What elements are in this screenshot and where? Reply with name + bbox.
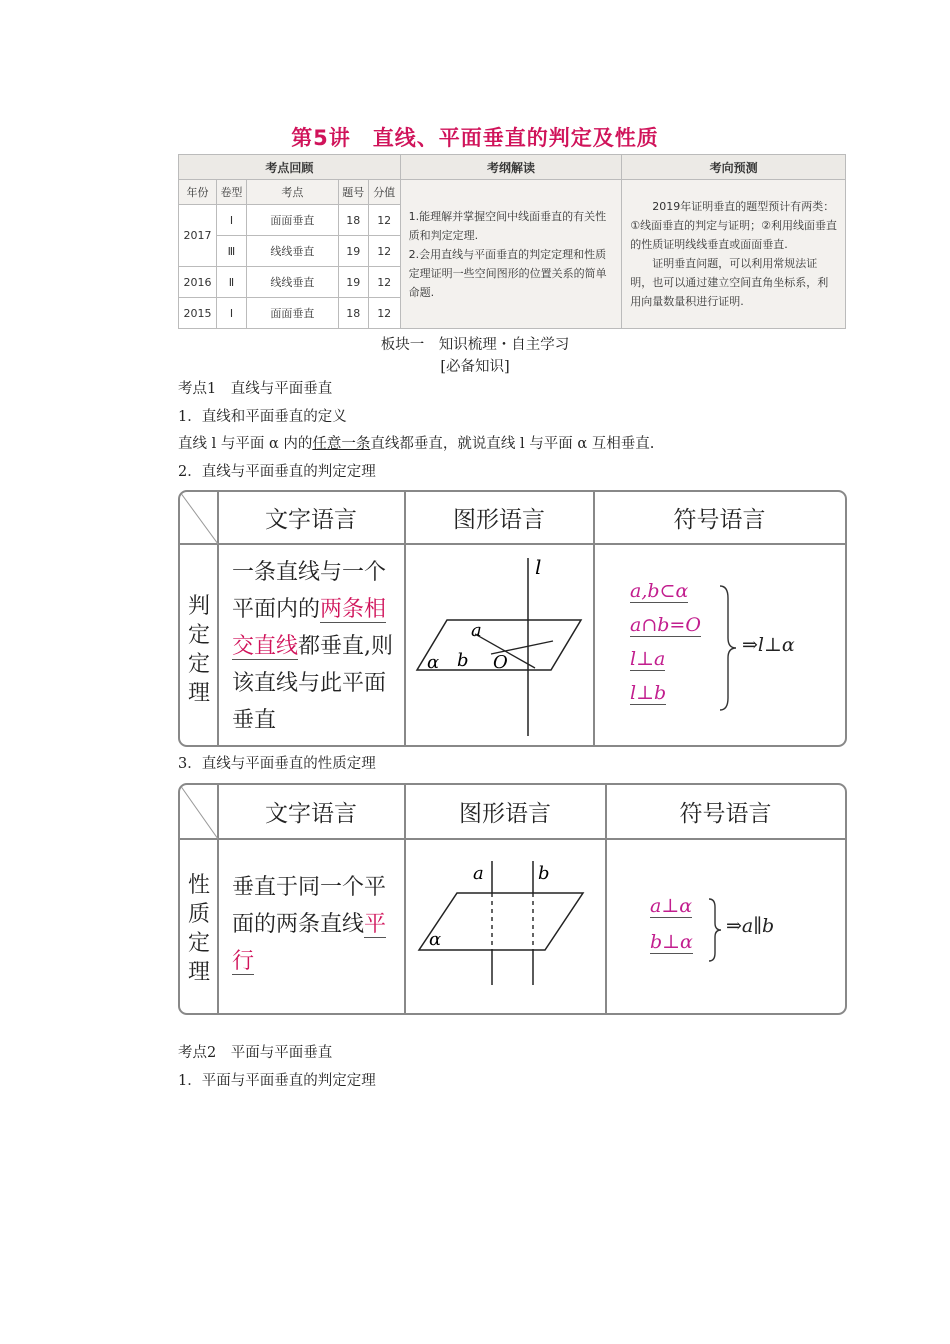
side-label: 性质定理 xyxy=(187,873,210,985)
page-title: 第5讲 直线、平面垂直的判定及性质 xyxy=(291,126,659,150)
table-cell-point: 线线垂直 xyxy=(246,267,338,298)
property-symbols xyxy=(650,895,710,967)
table-cell-no: 19 xyxy=(338,236,368,267)
header-text-language: 文字语言 xyxy=(265,801,357,827)
figure-label-b: b xyxy=(457,650,469,671)
property-result: ⇒a∥b xyxy=(726,915,775,937)
header-figure-language: 图形语言 xyxy=(459,801,551,827)
header-symbol-language: 符号语言 xyxy=(673,507,766,533)
property-theorem-box xyxy=(178,783,847,1015)
table-cell-paper: Ⅲ xyxy=(216,236,246,267)
judge-result: ⇒l⊥α xyxy=(742,634,795,656)
right-brace xyxy=(718,584,738,712)
sub-header-paper: 卷型 xyxy=(216,180,246,205)
section-subtitle: [必备知识] xyxy=(440,359,510,375)
property-figure xyxy=(405,839,605,1013)
overview-table xyxy=(178,154,846,329)
judge-theorem-box xyxy=(178,490,847,747)
table-cell-no: 18 xyxy=(338,205,368,236)
figure-label-O: O xyxy=(493,652,508,673)
right-brace xyxy=(707,897,723,963)
table-cell-paper: Ⅰ xyxy=(216,205,246,236)
sub-header-no: 题号 xyxy=(338,180,368,205)
figure-label-a: a xyxy=(473,863,484,884)
definition-part: 直线 l 与平面 α 内的 xyxy=(178,436,313,452)
header-figure-language: 图形语言 xyxy=(453,507,545,533)
property-text-highlight: 平行 xyxy=(232,912,387,974)
point2-title: 考点2 平面与平面垂直 xyxy=(178,1045,333,1061)
symbol-line: a,b⊂α xyxy=(630,580,689,602)
forecast-item: 2019年证明垂直的题型预计有两类：①线面垂直的判定与证明；②利用线面垂直的性质证明线线垂直或面面垂直. xyxy=(630,200,837,251)
table-cell-point: 面面垂直 xyxy=(246,205,338,236)
figure-label-l: l xyxy=(535,555,542,579)
definition-text xyxy=(178,432,654,453)
table-cell-score: 12 xyxy=(368,205,400,236)
property-text-part: 垂直于同一个平面的两条直线 xyxy=(232,875,387,937)
table-cell-paper: Ⅱ xyxy=(216,267,246,298)
property-text xyxy=(232,869,398,980)
outline-item: 1.能理解并掌握空间中线面垂直的有关性质和判定定理. xyxy=(408,209,607,242)
figure-label-a: a xyxy=(471,620,482,641)
forecast-item: 证明垂直问题，可以利用常规法证明，也可以通过建立空间直角坐标系，利用向量数量积进行证明. xyxy=(630,257,829,308)
judge-text-part: 一条直线与一个平面内的 xyxy=(232,560,387,622)
table-cell-no: 19 xyxy=(338,267,368,298)
table-cell-year: 2016 xyxy=(179,267,217,298)
outline-cell xyxy=(400,180,622,329)
judge-symbols xyxy=(630,580,730,716)
forecast-cell xyxy=(622,180,846,329)
table-cell-point: 线线垂直 xyxy=(246,236,338,267)
sub-header-year: 年份 xyxy=(179,180,217,205)
header-review: 考点回顾 xyxy=(179,155,401,180)
judge-text xyxy=(232,554,398,739)
figure-label-alpha: α xyxy=(429,929,442,950)
header-forecast: 考向预测 xyxy=(622,155,846,180)
header-outline: 考纲解读 xyxy=(400,155,622,180)
section-title: 板块一 知识梳理・自主学习 xyxy=(380,337,570,353)
plane-judge-title: 1．平面与平面垂直的判定定理 xyxy=(178,1073,376,1089)
point1-title: 考点1 直线与平面垂直 xyxy=(178,381,333,397)
table-cell-score: 12 xyxy=(368,298,400,329)
symbol-line: a⊥α xyxy=(650,895,693,917)
judge-title: 2．直线与平面垂直的判定定理 xyxy=(178,464,376,480)
table-cell-year: 2015 xyxy=(179,298,217,329)
symbol-line: l⊥b xyxy=(630,682,667,704)
table-cell-point: 面面垂直 xyxy=(246,298,338,329)
sub-header-score: 分值 xyxy=(368,180,400,205)
property-title: 3．直线与平面垂直的性质定理 xyxy=(178,756,376,772)
header-symbol-language: 符号语言 xyxy=(679,801,772,827)
table-cell-score: 12 xyxy=(368,267,400,298)
symbol-line: a∩b=O xyxy=(630,614,701,636)
symbol-line: l⊥a xyxy=(630,648,666,670)
outline-item: 2.会用直线与平面垂直的判定定理和性质定理证明一些空间图形的位置关系的简单命题. xyxy=(408,247,607,299)
table-cell-no: 18 xyxy=(338,298,368,329)
corner-diagonal xyxy=(180,785,218,839)
table-cell-year: 2017 xyxy=(179,205,217,267)
definition-part: 直线都垂直，就说直线 l 与平面 α 互相垂直. xyxy=(370,436,655,452)
symbol-line: b⊥α xyxy=(650,931,693,953)
table-cell-score: 12 xyxy=(368,236,400,267)
header-text-language: 文字语言 xyxy=(265,507,357,533)
corner-diagonal xyxy=(180,492,218,544)
judge-text-part: 都垂直,则该直线与此平面垂直 xyxy=(232,634,394,733)
judge-text-highlight: 两条相交直线 xyxy=(232,597,387,659)
figure-label-alpha: α xyxy=(427,652,440,673)
table-cell-paper: Ⅰ xyxy=(216,298,246,329)
judge-figure xyxy=(405,544,593,744)
figure-label-b: b xyxy=(538,863,550,884)
definition-title: 1．直线和平面垂直的定义 xyxy=(178,409,347,425)
side-label: 判定定理 xyxy=(187,594,210,706)
sub-header-point: 考点 xyxy=(246,180,338,205)
definition-underlined: 任意一条 xyxy=(312,436,371,452)
